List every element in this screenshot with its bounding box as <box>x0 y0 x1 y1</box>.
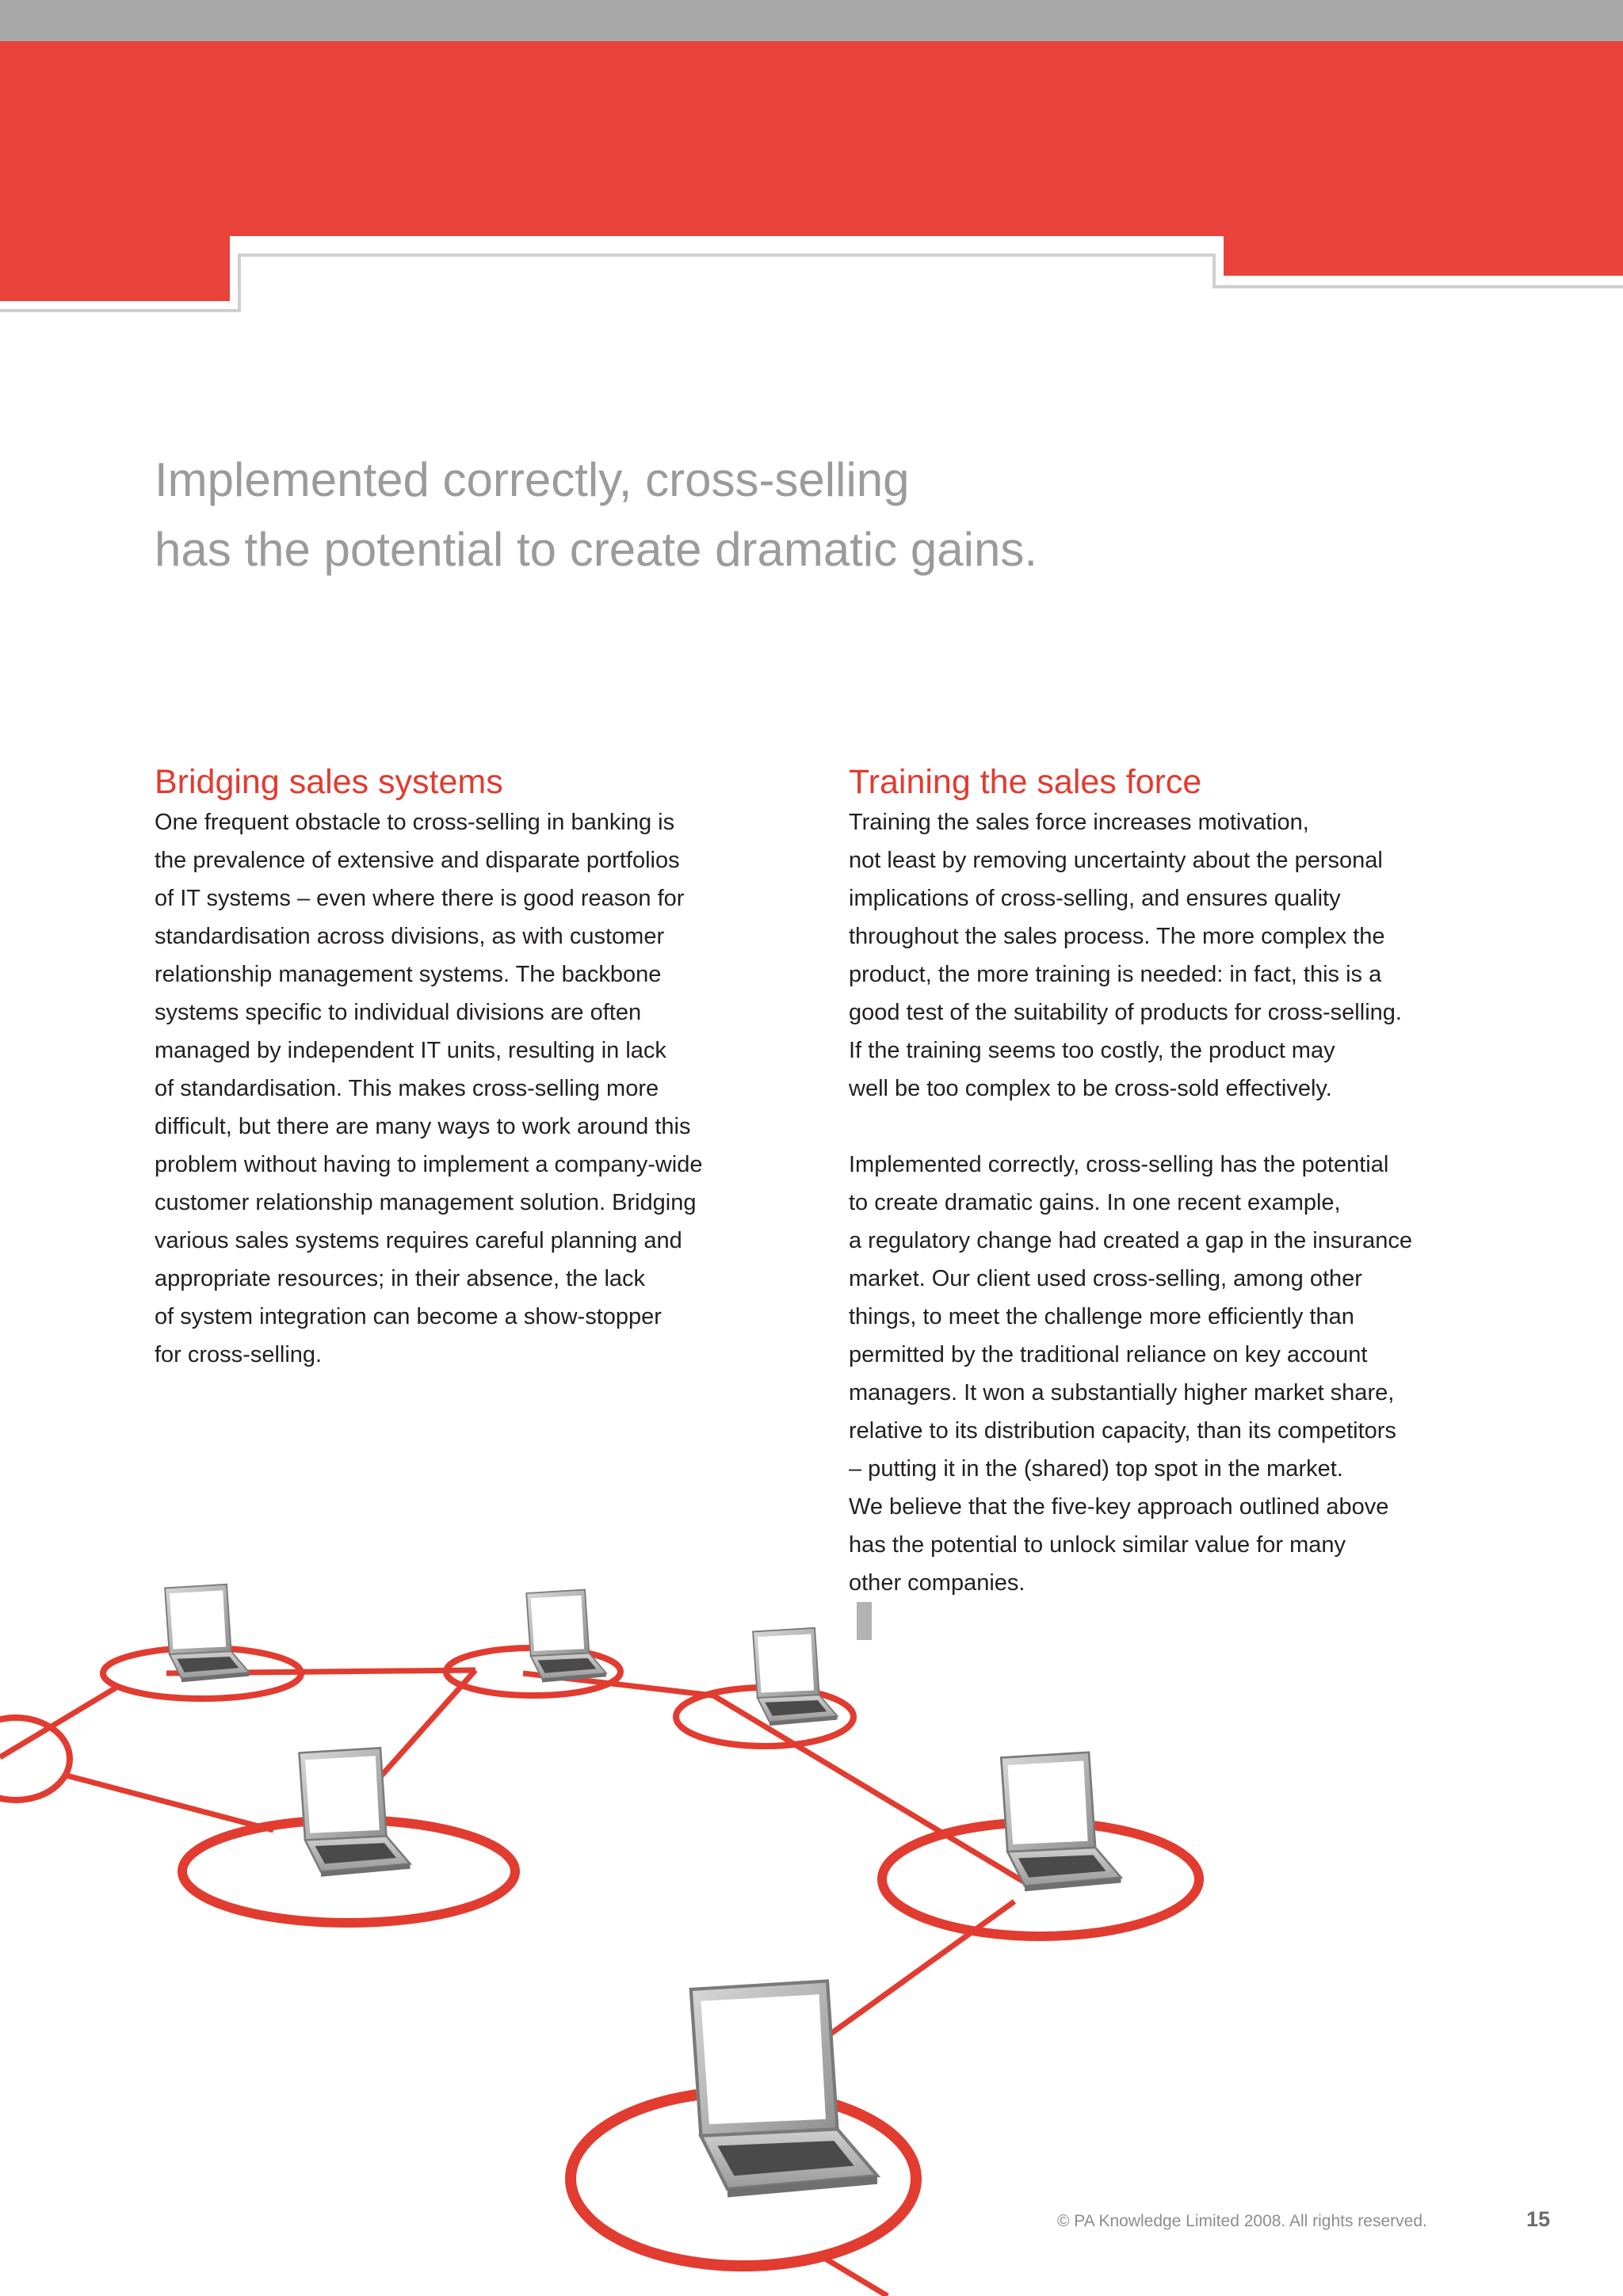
pull-quote <box>155 445 1343 585</box>
header-red-band <box>0 41 1623 301</box>
pull-quote-line: Implemented correctly, cross-selling <box>155 453 910 506</box>
body-line: of IT systems – even where there is good reason for <box>155 886 685 911</box>
body-line-text: other companies. <box>849 1570 1025 1596</box>
body-line: product, the more training is needed: in fact, this is a <box>849 962 1382 987</box>
body-line: the prevalence of extensive and disparate portfolios <box>155 848 680 873</box>
body-line: throughout the sales process. The more complex the <box>849 924 1385 949</box>
body-line: permitted by the traditional reliance on key account <box>849 1342 1368 1367</box>
body-line: of system integration can become a show-stopper <box>155 1304 662 1329</box>
body-line: not least by removing uncertainty about the personal <box>849 848 1383 873</box>
network-line <box>713 1695 1030 1886</box>
left-column <box>155 761 804 1374</box>
body-line: customer relationship management solution. Bridging <box>155 1190 697 1215</box>
body-line: One frequent obstacle to cross-selling in banking is <box>155 810 675 835</box>
body-line: things, to meet the challenge more efficiently than <box>849 1304 1354 1329</box>
body-line: a regulatory change had created a gap in the insurance <box>849 1228 1412 1253</box>
body-line: managed by independent IT units, resulting in lack <box>155 1038 666 1063</box>
body-line: Training the sales force increases motivation, <box>849 810 1309 835</box>
laptop-icon <box>300 1748 411 1877</box>
body-line: has the potential to unlock similar value for many <box>849 1532 1346 1558</box>
header-band <box>0 0 1623 317</box>
right-column-body <box>849 803 1499 1602</box>
body-line: relationship management systems. The backbone <box>155 962 662 987</box>
paragraph-gap <box>849 1108 1499 1146</box>
body-line: well be too complex to be cross-sold effectively. <box>849 1076 1332 1101</box>
network-ring <box>0 1718 70 1800</box>
body-line: problem without having to implement a company-wide <box>155 1152 703 1177</box>
page-number: 15 <box>1526 2207 1551 2231</box>
right-column <box>849 761 1499 1602</box>
network-lines <box>0 1670 1030 2296</box>
laptop-icon <box>753 1628 837 1726</box>
left-column-body <box>155 803 804 1374</box>
body-line: various sales systems requires careful planning and <box>155 1228 682 1253</box>
laptop-icon <box>691 1981 877 2198</box>
network-line <box>824 2258 888 2296</box>
body-line: good test of the suitability of products for cross-selling. <box>849 1000 1402 1025</box>
body-line: managers. It won a substantially higher market share, <box>849 1380 1395 1405</box>
body-line: difficult, but there are many ways to work around this <box>155 1114 691 1139</box>
body-line: If the training seems too costly, the product may <box>849 1038 1335 1063</box>
body-line: for cross-selling. <box>155 1342 323 1367</box>
network-line <box>63 1775 273 1830</box>
body-line: market. Our client used cross-selling, among other <box>849 1266 1362 1291</box>
body-line: standardisation across divisions, as with customer <box>155 924 665 949</box>
body-line: appropriate resources; in their absence, the lack <box>155 1266 646 1291</box>
network-line <box>0 1686 119 1757</box>
pull-quote-line: has the potential to create dramatic gains. <box>155 523 1037 576</box>
body-line: of standardisation. This makes cross-selling more <box>155 1076 659 1101</box>
laptop-icon <box>526 1590 606 1683</box>
section-heading-training: Training the sales force <box>849 763 1202 801</box>
laptop-icon <box>1001 1753 1121 1892</box>
footer-copyright: © PA Knowledge Limited 2008. All rights reserved. <box>1057 2212 1427 2230</box>
body-line: implications of cross-selling, and ensures quality <box>849 886 1341 911</box>
network-rings <box>0 1648 1199 2266</box>
section-heading-bridging: Bridging sales systems <box>155 763 503 801</box>
body-line: We believe that the five-key approach outlined above <box>849 1494 1389 1520</box>
body-line: relative to its distribution capacity, than its competitors <box>849 1418 1396 1444</box>
laptop-network-illustration <box>0 1569 1623 2296</box>
body-line: – putting it in the (shared) top spot in the market. <box>849 1456 1343 1482</box>
laptop-icon <box>165 1585 249 1683</box>
body-line: systems specific to individual divisions are often <box>155 1000 642 1025</box>
body-line: Implemented correctly, cross-selling has the potential <box>849 1152 1389 1177</box>
body-line: to create dramatic gains. In one recent example, <box>849 1190 1341 1215</box>
header-grey-strip <box>0 0 1623 41</box>
